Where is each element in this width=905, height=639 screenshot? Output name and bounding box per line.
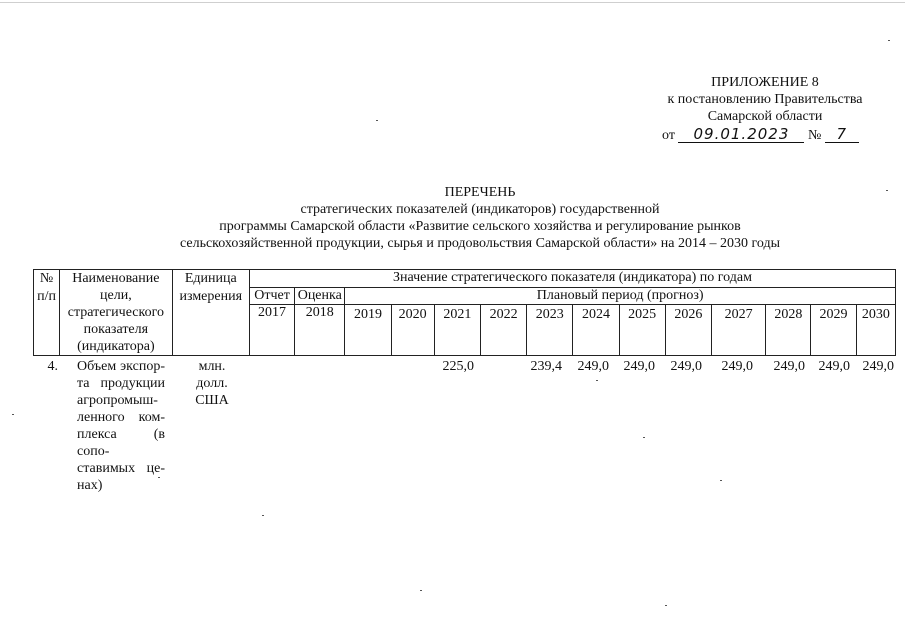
row-name-line: Объем экспор- [77, 359, 165, 374]
year-2025: 2025 [619, 305, 665, 356]
row-unit-line: долл. [196, 376, 228, 391]
appendix-header [640, 74, 890, 125]
scan-speck [158, 477, 160, 478]
value-2024: 249,0 [577, 359, 609, 374]
header-name-line5: (индикатора) [77, 339, 155, 354]
appendix-resolution: к постановлению Правительства [667, 92, 863, 107]
value-2021: 225,0 [442, 359, 474, 374]
header-no-line1: № [39, 271, 54, 286]
year-2021: 2021 [434, 305, 480, 356]
year-2027: 2027 [711, 305, 765, 356]
scan-speck [665, 605, 667, 606]
row-name-line: ставимых це- [77, 461, 165, 476]
header-no-line2: п/п [37, 289, 56, 304]
scan-speck [262, 515, 264, 516]
year-2019: 2019 [345, 305, 391, 356]
header-name [60, 270, 173, 356]
header-unit-line1: Единица [184, 271, 237, 286]
value-2025: 249,0 [623, 359, 655, 374]
title-heading: ПЕРЕЧЕНЬ [444, 185, 516, 200]
header-name-line1: Наименование [72, 271, 160, 286]
row-name-line: плекса (в сопо- [77, 427, 165, 459]
scan-speck [420, 590, 422, 591]
year-2017: 2017 [249, 305, 294, 356]
title-line-4: сельскохозяйственной продукции, сырья и продовольствия Самарской области» на 2014 – 2030 годы [180, 236, 780, 251]
year-2024: 2024 [573, 305, 619, 356]
scan-speck [886, 190, 888, 191]
order-number: 7 [825, 126, 859, 143]
top-border-line [0, 2, 905, 3]
header-unit [172, 270, 249, 356]
header-estimate: Оценка [295, 287, 345, 305]
header-name-line2: цели, [100, 288, 132, 303]
scan-speck [12, 414, 14, 415]
value-2023: 239,4 [530, 359, 562, 374]
scan-speck [596, 380, 598, 381]
year-2020: 2020 [391, 305, 434, 356]
row-indicator-name [77, 358, 165, 494]
scan-speck [720, 480, 722, 481]
appendix-region: Самарской области [707, 109, 823, 124]
header-name-line3: стратегического [67, 305, 164, 320]
order-date: 09.01.2023 [678, 126, 804, 143]
indicators-table [33, 269, 896, 356]
value-2028: 249,0 [773, 359, 805, 374]
header-planned: Плановый период (прогноз) [345, 287, 896, 305]
row-name-line: агропромыш- [77, 393, 158, 408]
title-line-3: программы Самарской области «Развитие сельского хозяйства и регулирование рынков [219, 219, 741, 234]
year-2028: 2028 [766, 305, 811, 356]
row-name-line: та продукции [77, 376, 165, 391]
document-title [130, 184, 830, 252]
row-number: 4. [47, 359, 58, 374]
row-unit [176, 358, 248, 409]
year-2030: 2030 [856, 305, 895, 356]
row-name-line: ленного ком- [77, 410, 165, 425]
header-unit-line2: измерения [179, 289, 243, 304]
year-2029: 2029 [811, 305, 856, 356]
order-line [662, 126, 859, 144]
year-2026: 2026 [665, 305, 711, 356]
value-2026: 249,0 [670, 359, 702, 374]
year-2023: 2023 [527, 305, 573, 356]
order-from-label: от [662, 128, 675, 143]
scan-speck [376, 120, 378, 121]
scan-speck [888, 40, 890, 41]
header-values-title: Значение стратегического показателя (индикатора) по годам [249, 270, 895, 288]
header-name-line4: показателя [83, 322, 149, 337]
row-unit-line: млн. [198, 359, 226, 374]
header-report: Отчет [249, 287, 294, 305]
value-2030: 249,0 [862, 359, 894, 374]
appendix-title: ПРИЛОЖЕНИЕ 8 [711, 75, 819, 90]
row-unit-line: США [195, 393, 229, 408]
value-2027: 249,0 [721, 359, 753, 374]
order-number-label: № [807, 128, 822, 143]
row-name-line: нах) [77, 478, 103, 493]
title-line-2: стратегических показателей (индикаторов) государственной [300, 202, 660, 217]
year-2018: 2018 [295, 305, 345, 356]
value-2029: 249,0 [818, 359, 850, 374]
year-2022: 2022 [480, 305, 526, 356]
scan-speck [643, 437, 645, 438]
header-no [34, 270, 60, 356]
